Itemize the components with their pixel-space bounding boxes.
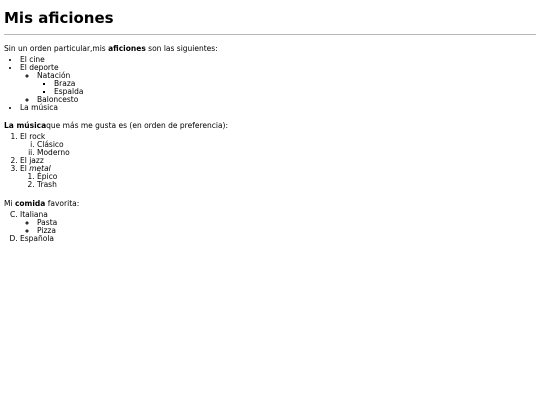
list-item-pizza — [37, 227, 536, 235]
food-list — [4, 211, 536, 243]
list-item-label: Natación — [37, 71, 71, 80]
music-intro-paragraph — [4, 121, 536, 130]
list-item-label: Clásico — [37, 140, 64, 149]
list-item-label: Baloncesto — [37, 95, 79, 104]
hobbies-list — [4, 56, 536, 112]
list-item-label: Espalda — [54, 87, 84, 96]
list-item-label: El cine — [20, 55, 45, 64]
list-item-pasta — [37, 219, 536, 227]
list-item-deporte — [20, 64, 536, 104]
list-item-label: Épico — [37, 172, 58, 181]
intro-bold: aficiones — [108, 44, 146, 53]
list-item-italiana — [20, 211, 536, 235]
list-item-moderno — [37, 149, 536, 157]
intro-paragraph — [4, 44, 536, 53]
list-item-espanola — [20, 235, 536, 243]
list-item-label: Italiana — [20, 210, 48, 219]
food-intro-paragraph — [4, 199, 536, 208]
list-item-label: El deporte — [20, 63, 59, 72]
list-item-epico — [37, 173, 536, 181]
list-item-metal — [20, 165, 536, 189]
list-item-trash — [37, 181, 536, 189]
list-item-label: Pasta — [37, 218, 58, 227]
list-item-jazz — [20, 157, 536, 165]
list-item-label: El — [20, 164, 30, 173]
music-list — [4, 133, 536, 189]
intro-text-after: son las siguientes: — [145, 44, 218, 53]
list-item-label: Pizza — [37, 226, 56, 235]
rock-subgenres-list — [20, 141, 536, 157]
list-item-musica — [20, 104, 536, 112]
sports-list — [20, 72, 536, 104]
metal-emphasis: metal — [29, 164, 51, 173]
page-title: Mis aficiones — [4, 9, 114, 27]
list-item-label: El jazz — [20, 156, 44, 165]
list-item-espalda — [54, 88, 536, 96]
list-item-label: El rock — [20, 132, 46, 141]
italian-food-list — [20, 219, 536, 235]
list-item-label: La música — [20, 103, 58, 112]
food-intro-bold: comida — [14, 199, 46, 208]
swimming-styles-list — [37, 80, 536, 96]
list-item-label: Española — [20, 234, 55, 243]
list-item-label: Moderno — [37, 148, 70, 157]
intro-text-before: Sin un orden particular,mis — [4, 44, 109, 53]
food-intro-after: favorita: — [45, 199, 80, 208]
list-item-rock — [20, 133, 536, 157]
metal-subgenres-list — [20, 173, 536, 189]
food-intro-before: Mi — [4, 199, 15, 208]
list-item-braza — [54, 80, 536, 88]
list-item-baloncesto — [37, 96, 536, 104]
music-intro-text: que más me gusta es (en orden de preferencia): — [46, 121, 228, 130]
list-item-label: Braza — [54, 79, 76, 88]
list-item-cine — [20, 56, 536, 64]
list-item-label: Trash — [37, 180, 57, 189]
music-intro-bold: La música — [4, 121, 47, 130]
divider — [4, 34, 536, 35]
list-item-clasico — [37, 141, 536, 149]
list-item-natacion — [37, 72, 536, 96]
